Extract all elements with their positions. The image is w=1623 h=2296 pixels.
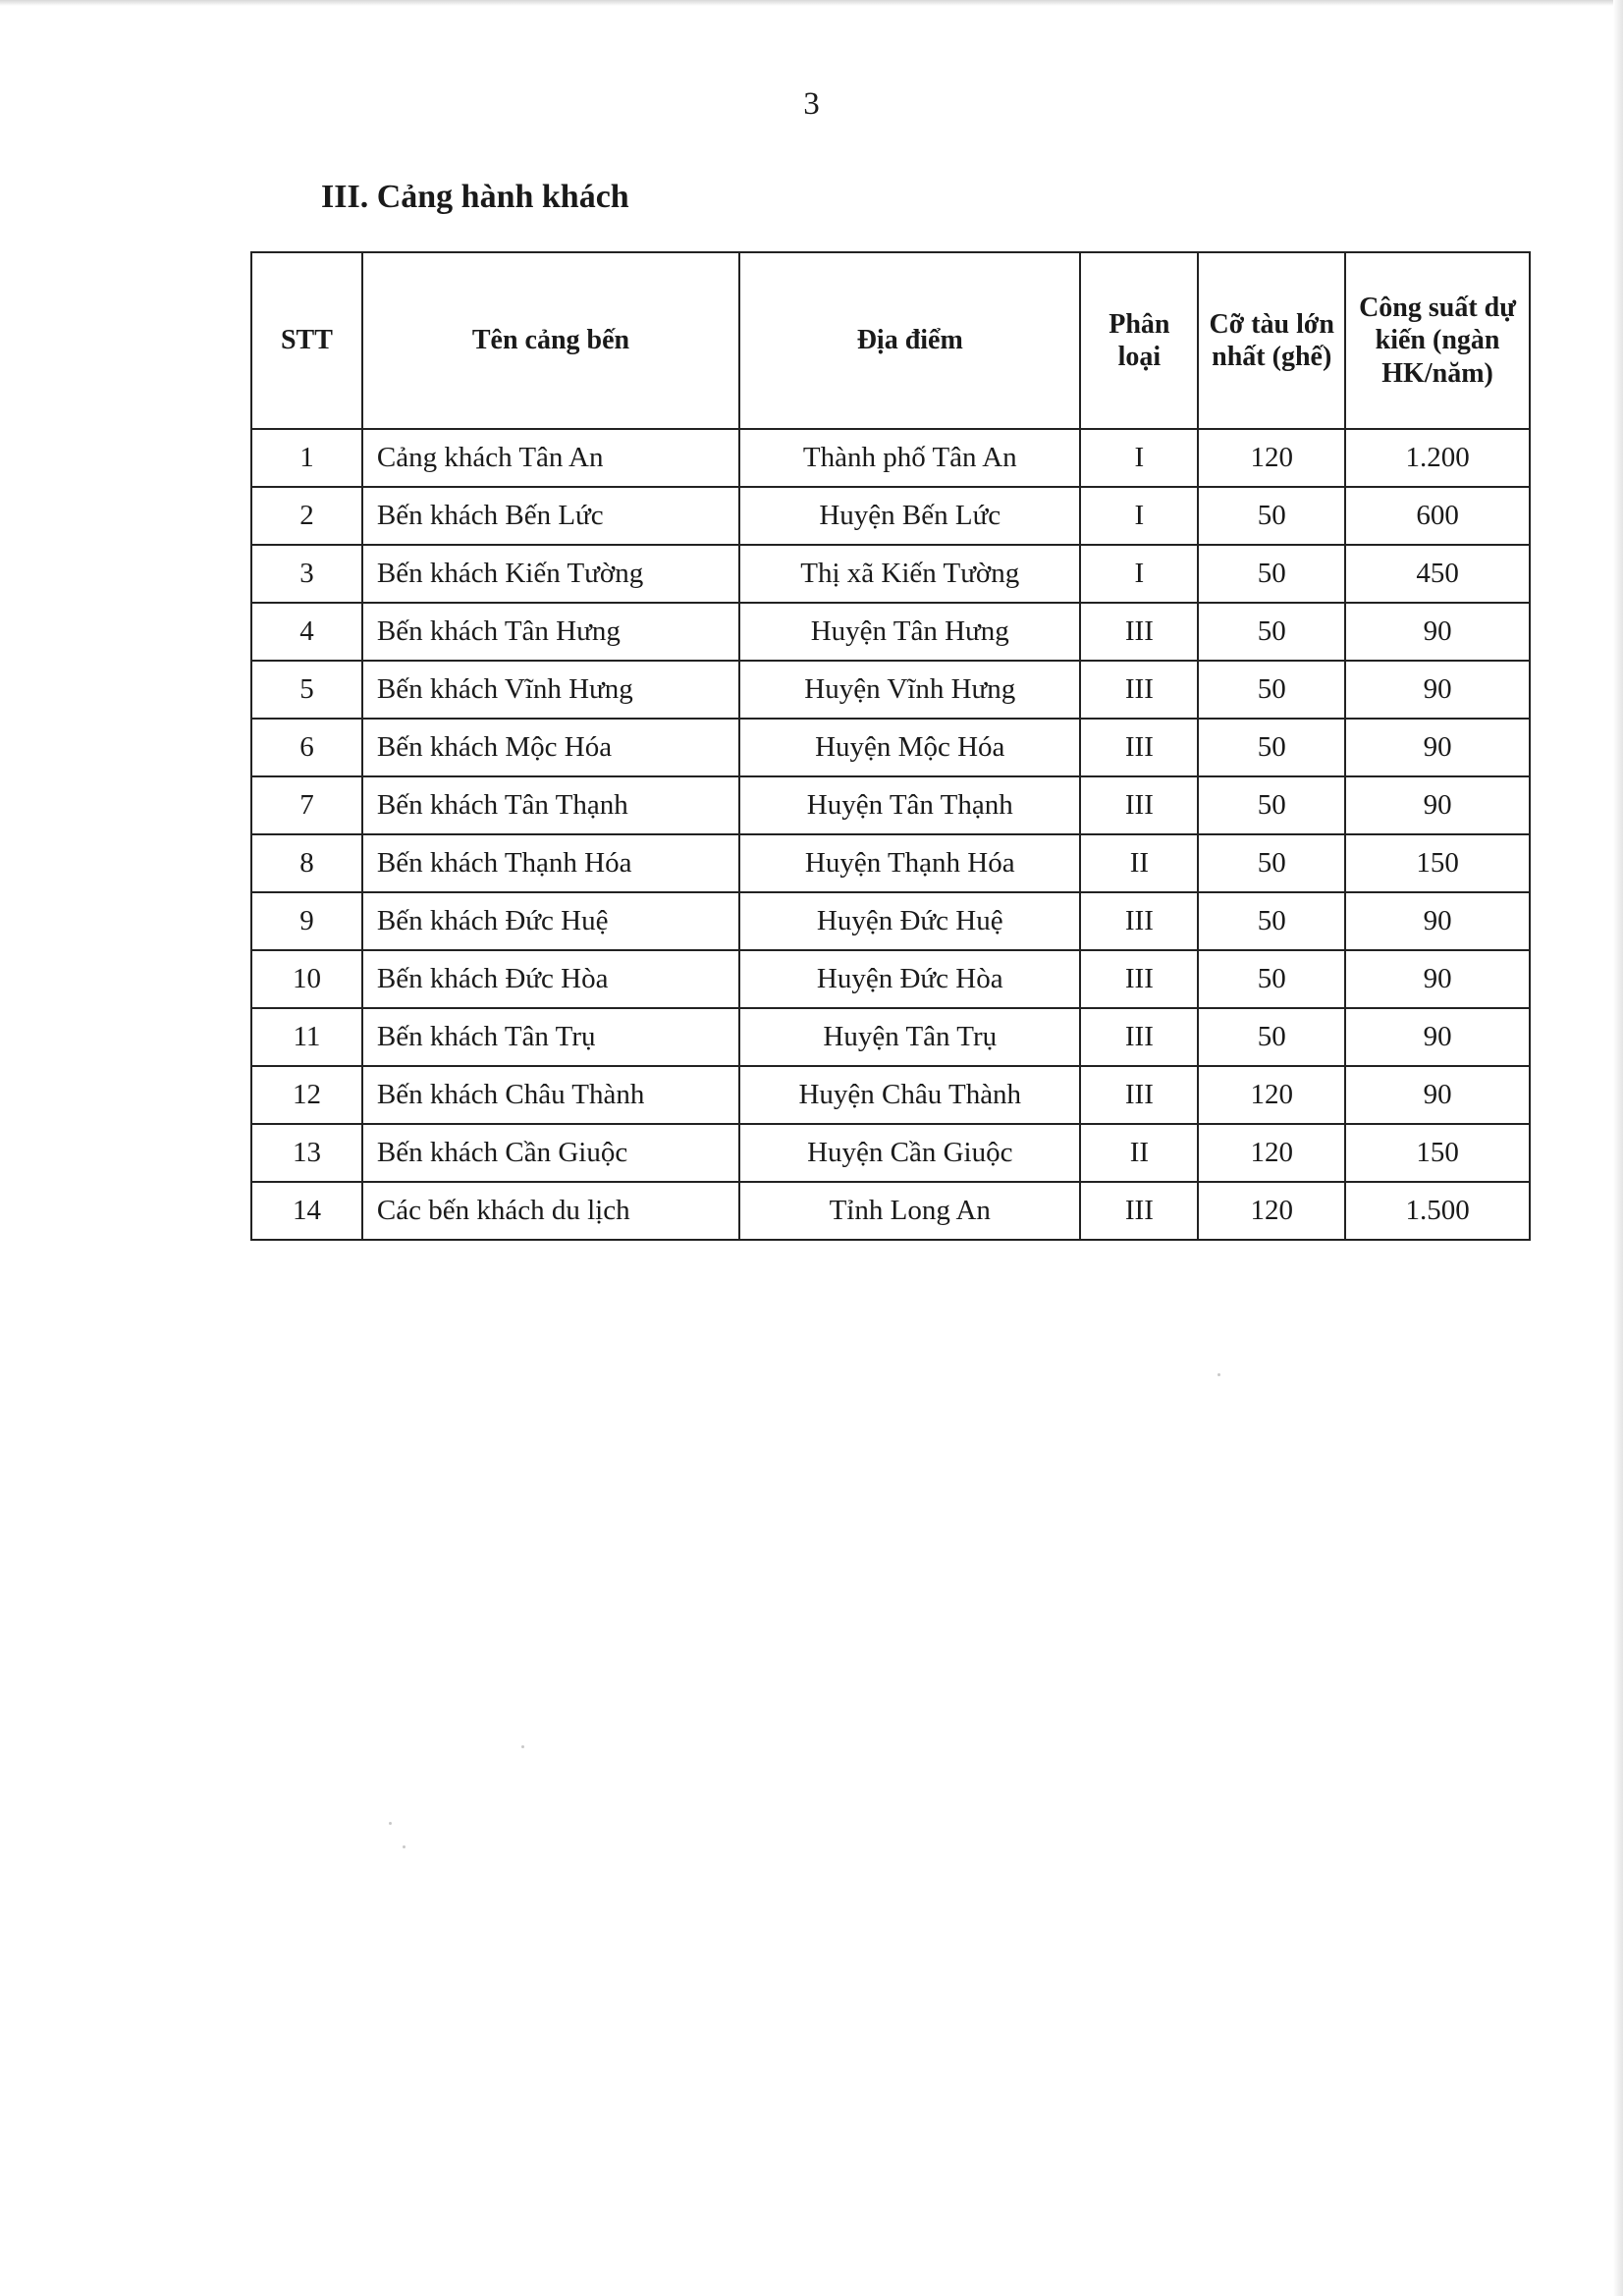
cell-stt: 6 (251, 719, 362, 776)
cell-capacity: 1.200 (1345, 429, 1530, 487)
cell-port-name: Bến khách Bến Lức (362, 487, 739, 545)
cell-max-vessel-size: 120 (1198, 1182, 1345, 1240)
cell-max-vessel-size: 120 (1198, 429, 1345, 487)
cell-stt: 12 (251, 1066, 362, 1124)
cell-stt: 11 (251, 1008, 362, 1066)
cell-max-vessel-size: 50 (1198, 834, 1345, 892)
cell-port-name: Cảng khách Tân An (362, 429, 739, 487)
table-row (251, 603, 1530, 661)
cell-location: Tỉnh Long An (739, 1182, 1080, 1240)
cell-capacity: 600 (1345, 487, 1530, 545)
cell-stt: 8 (251, 834, 362, 892)
table-row (251, 487, 1530, 545)
cell-max-vessel-size: 50 (1198, 776, 1345, 834)
cell-port-name: Bến khách Tân Hưng (362, 603, 739, 661)
cell-classification: I (1080, 429, 1198, 487)
cell-location: Huyện Bến Lức (739, 487, 1080, 545)
table-row (251, 1124, 1530, 1182)
table-row (251, 834, 1530, 892)
cell-classification: I (1080, 545, 1198, 603)
cell-port-name: Bến khách Châu Thành (362, 1066, 739, 1124)
cell-capacity: 90 (1345, 603, 1530, 661)
cell-location: Huyện Mộc Hóa (739, 719, 1080, 776)
table-row (251, 719, 1530, 776)
cell-max-vessel-size: 50 (1198, 661, 1345, 719)
cell-stt: 5 (251, 661, 362, 719)
table-row (251, 1066, 1530, 1124)
scan-speck (521, 1745, 524, 1748)
scan-speck (389, 1822, 392, 1825)
table-row (251, 950, 1530, 1008)
cell-stt: 7 (251, 776, 362, 834)
table-row (251, 429, 1530, 487)
cell-location: Huyện Cần Giuộc (739, 1124, 1080, 1182)
cell-classification: II (1080, 1124, 1198, 1182)
cell-classification: II (1080, 834, 1198, 892)
cell-capacity: 90 (1345, 1066, 1530, 1124)
header-max-vessel-size: Cỡ tàu lớn nhất (ghế) (1198, 252, 1345, 429)
header-classification: Phân loại (1080, 252, 1198, 429)
cell-max-vessel-size: 50 (1198, 545, 1345, 603)
cell-max-vessel-size: 50 (1198, 892, 1345, 950)
cell-max-vessel-size: 120 (1198, 1066, 1345, 1124)
cell-classification: I (1080, 487, 1198, 545)
cell-location: Huyện Châu Thành (739, 1066, 1080, 1124)
cell-stt: 4 (251, 603, 362, 661)
cell-classification: III (1080, 603, 1198, 661)
cell-port-name: Bến khách Đức Hòa (362, 950, 739, 1008)
cell-stt: 14 (251, 1182, 362, 1240)
cell-capacity: 150 (1345, 834, 1530, 892)
cell-max-vessel-size: 50 (1198, 950, 1345, 1008)
table-row (251, 661, 1530, 719)
cell-max-vessel-size: 50 (1198, 603, 1345, 661)
cell-classification: III (1080, 892, 1198, 950)
cell-classification: III (1080, 719, 1198, 776)
cell-classification: III (1080, 661, 1198, 719)
cell-port-name: Bến khách Tân Trụ (362, 1008, 739, 1066)
table-row (251, 892, 1530, 950)
cell-stt: 13 (251, 1124, 362, 1182)
scan-edge-top (0, 0, 1623, 6)
section-title: III. Cảng hành khách (321, 179, 629, 215)
cell-port-name: Bến khách Kiến Tường (362, 545, 739, 603)
cell-classification: III (1080, 950, 1198, 1008)
cell-max-vessel-size: 50 (1198, 487, 1345, 545)
cell-classification: III (1080, 776, 1198, 834)
cell-port-name: Bến khách Vĩnh Hưng (362, 661, 739, 719)
cell-max-vessel-size: 120 (1198, 1124, 1345, 1182)
cell-port-name: Các bến khách du lịch (362, 1182, 739, 1240)
cell-location: Huyện Thạnh Hóa (739, 834, 1080, 892)
table-row (251, 1008, 1530, 1066)
cell-location: Huyện Tân Hưng (739, 603, 1080, 661)
cell-capacity: 150 (1345, 1124, 1530, 1182)
page-number: 3 (803, 86, 820, 122)
cell-capacity: 90 (1345, 1008, 1530, 1066)
cell-port-name: Bến khách Tân Thạnh (362, 776, 739, 834)
cell-classification: III (1080, 1182, 1198, 1240)
cell-location: Huyện Đức Hòa (739, 950, 1080, 1008)
scan-speck (403, 1845, 406, 1848)
header-location: Địa điểm (739, 252, 1080, 429)
cell-location: Huyện Vĩnh Hưng (739, 661, 1080, 719)
cell-port-name: Bến khách Thạnh Hóa (362, 834, 739, 892)
cell-location: Thành phố Tân An (739, 429, 1080, 487)
cell-port-name: Bến khách Cần Giuộc (362, 1124, 739, 1182)
cell-location: Thị xã Kiến Tường (739, 545, 1080, 603)
cell-stt: 9 (251, 892, 362, 950)
cell-stt: 3 (251, 545, 362, 603)
cell-location: Huyện Tân Trụ (739, 1008, 1080, 1066)
cell-capacity: 450 (1345, 545, 1530, 603)
cell-capacity: 90 (1345, 892, 1530, 950)
cell-classification: III (1080, 1066, 1198, 1124)
scan-edge-right (1613, 0, 1623, 2296)
cell-max-vessel-size: 50 (1198, 1008, 1345, 1066)
cell-capacity: 90 (1345, 776, 1530, 834)
cell-stt: 2 (251, 487, 362, 545)
header-port-name: Tên cảng bến (362, 252, 739, 429)
cell-max-vessel-size: 50 (1198, 719, 1345, 776)
cell-location: Huyện Đức Huệ (739, 892, 1080, 950)
table-row (251, 776, 1530, 834)
cell-port-name: Bến khách Mộc Hóa (362, 719, 739, 776)
cell-capacity: 90 (1345, 661, 1530, 719)
cell-stt: 10 (251, 950, 362, 1008)
passenger-port-table (250, 251, 1531, 1241)
header-stt: STT (251, 252, 362, 429)
cell-capacity: 1.500 (1345, 1182, 1530, 1240)
cell-classification: III (1080, 1008, 1198, 1066)
cell-stt: 1 (251, 429, 362, 487)
header-capacity: Công suất dự kiến (ngàn HK/năm) (1345, 252, 1530, 429)
cell-capacity: 90 (1345, 719, 1530, 776)
cell-port-name: Bến khách Đức Huệ (362, 892, 739, 950)
table-header-row (251, 252, 1530, 429)
table-row (251, 1182, 1530, 1240)
scan-speck (1217, 1373, 1220, 1376)
cell-location: Huyện Tân Thạnh (739, 776, 1080, 834)
cell-capacity: 90 (1345, 950, 1530, 1008)
table-row (251, 545, 1530, 603)
